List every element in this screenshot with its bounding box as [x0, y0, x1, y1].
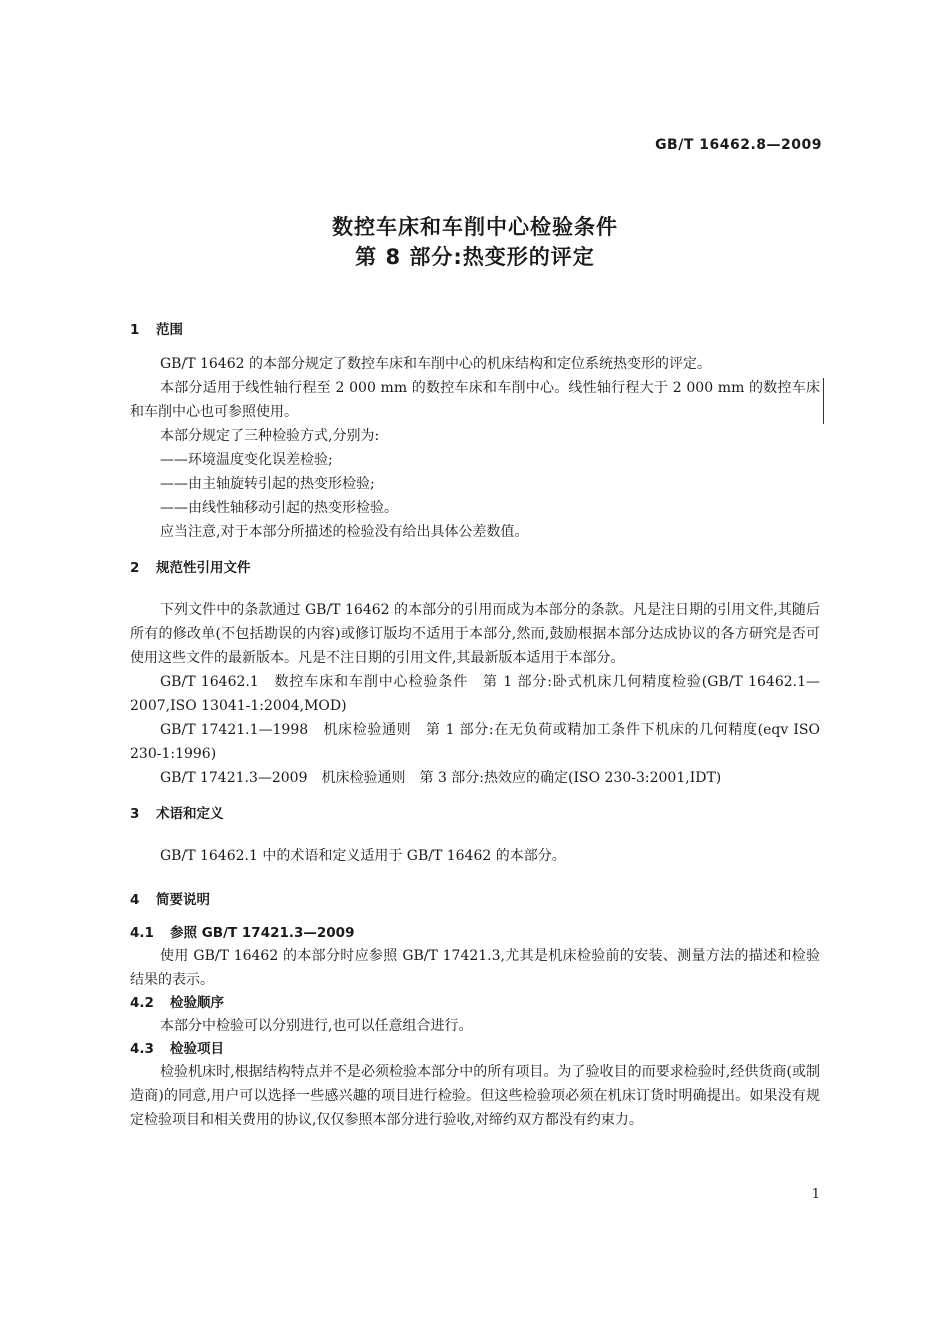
paragraph: 应当注意,对于本部分所描述的检验没有给出具体公差数值。: [160, 524, 529, 540]
paragraph: 检验机床时,根据结构特点并不是必须检验本部分中的所有项目。为了验收目的而要求检验时,经供货商(或制造商)的同意,用户可以选择一些感兴趣的项目进行检验。但这些检验项必须在机床订货时明确提出。如果没有规定检验项目和相关费用的协议,仅仅参照本部分进行验收,对缔约双方都没有约束力。: [130, 1064, 820, 1128]
section-number: 4: [130, 892, 140, 908]
title-line-2: 第 8 部分:热变形的评定: [355, 245, 595, 269]
subsection-number: 4.3: [130, 1041, 154, 1057]
section-title: 简要说明: [156, 892, 210, 908]
paragraph: 本部分中检验可以分别进行,也可以任意组合进行。: [160, 1018, 473, 1034]
list-item: ——环境温度变化误差检验;: [160, 452, 333, 468]
standard-code: GB/T 16462.8—2009: [655, 137, 822, 153]
list-item: ——由线性轴移动引起的热变形检验。: [160, 500, 398, 516]
section-number: 2: [130, 560, 140, 576]
subsection-title: 参照 GB/T 17421.3—2009: [170, 925, 355, 941]
section-number: 1: [130, 322, 140, 338]
section-3-heading: [130, 804, 820, 824]
section-4-heading: [130, 890, 820, 910]
margin-change-bar: [823, 378, 824, 424]
list-item: ——由主轴旋转引起的热变形检验;: [160, 476, 375, 492]
paragraph: GB/T 16462.1 中的术语和定义适用于 GB/T 16462 的本部分。: [160, 848, 566, 864]
section-title: 术语和定义: [156, 806, 224, 822]
reference-item: GB/T 17421.1—1998 机床检验通则 第 1 部分:在无负荷或精加工条件下机床的几何精度(eqv ISO 230-1:1996): [130, 722, 820, 762]
reference-item: GB/T 16462.1 数控车床和车削中心检验条件 第 1 部分:卧式机床几何精度检验(GB/T 16462.1—2007,ISO 13041-1:2004,MOD): [130, 674, 820, 714]
paragraph: 使用 GB/T 16462 的本部分时应参照 GB/T 17421.3,尤其是机床检验前的安装、测量方法的描述和检验结果的表示。: [130, 948, 820, 988]
reference-item: GB/T 17421.3—2009 机床检验通则 第 3 部分:热效应的确定(ISO 230-3:2001,IDT): [160, 770, 722, 786]
subsection-4-1-heading: [130, 922, 820, 944]
subsection-title: 检验顺序: [170, 995, 224, 1011]
paragraph: GB/T 16462 的本部分规定了数控车床和车削中心的机床结构和定位系统热变形的评定。: [160, 356, 711, 372]
subsection-4-2-heading: [130, 992, 820, 1014]
section-title: 范围: [156, 322, 183, 338]
section-number: 3: [130, 806, 140, 822]
subsection-number: 4.1: [130, 925, 154, 941]
subsection-title: 检验项目: [170, 1041, 224, 1057]
section-1-heading: [130, 320, 820, 340]
section-2-heading: [130, 558, 820, 578]
subsection-number: 4.2: [130, 995, 154, 1011]
document-title: [0, 212, 950, 272]
document-body: [130, 320, 820, 1132]
paragraph: 本部分规定了三种检验方式,分别为:: [160, 428, 380, 444]
page-number: 1: [811, 1187, 820, 1202]
subsection-4-3-heading: [130, 1038, 820, 1060]
title-line-1: 数控车床和车削中心检验条件: [332, 215, 618, 239]
paragraph: 本部分适用于线性轴行程至 2 000 mm 的数控车床和车削中心。线性轴行程大于 2 000 mm 的数控车床和车削中心也可参照使用。: [130, 380, 820, 420]
section-title: 规范性引用文件: [156, 560, 251, 576]
paragraph: 下列文件中的条款通过 GB/T 16462 的本部分的引用而成为本部分的条款。凡是注日期的引用文件,其随后所有的修改单(不包括勘误的内容)或修订版均不适用于本部分,然而,鼓励根据本部分达成协议的各方研究是否可使用这些文件的最新版本。凡是不注日期的引用文件,其最新版本适用于本部分。: [130, 602, 820, 666]
